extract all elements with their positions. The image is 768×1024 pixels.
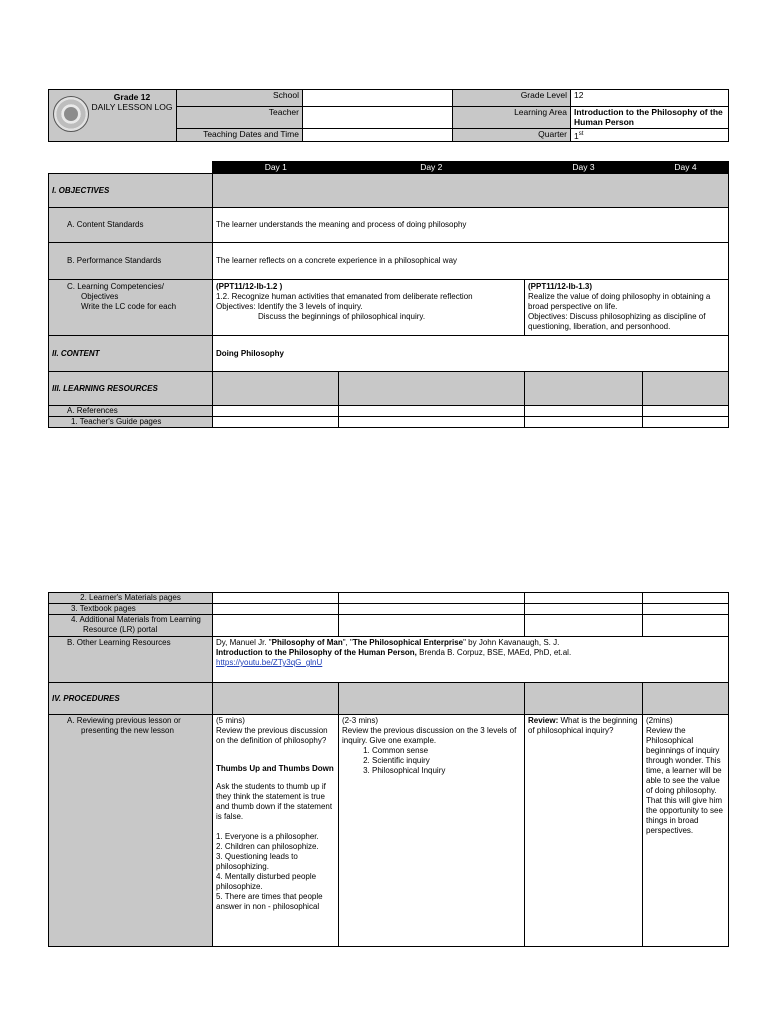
learners-materials-label: 2. Learner's Materials pages [49, 593, 213, 604]
performance-standards-value: The learner reflects on a concrete experience in a philosophical way [213, 243, 729, 280]
learning-area-value: Introduction to the Philosophy of the Human Person [571, 107, 729, 129]
review-day-4: (2mins) Review the Philosophical beginnings of inquiry through wonder. This time, a learner will be able to see the value of doing philosophy. That this will give him the opportunity to see things in broad perspectives. [643, 715, 729, 947]
procedures-heading: IV. PROCEDURES [49, 683, 213, 715]
day-2-header: Day 2 [420, 162, 443, 172]
day-3-header: Day 3 [525, 162, 643, 174]
grade-level-value: 12 [571, 90, 729, 107]
school-logo-cell [49, 90, 177, 142]
teacher-label: Teacher [177, 107, 303, 129]
additional-materials-label: 4. Additional Materials from Learning Resource (LR) portal [49, 615, 213, 637]
learning-area-label: Learning Area [453, 107, 571, 129]
deped-seal-icon [53, 96, 89, 132]
log-title: DAILY LESSON LOG [91, 102, 173, 112]
competencies-label: C. Learning Competencies/ Objectives Write the LC code for each [49, 280, 213, 336]
youtube-link[interactable]: https://youtu.be/ZTy3qG_glnU [216, 658, 323, 667]
day-header-row [49, 162, 729, 174]
content-standards-value: The learner understands the meaning and process of doing philosophy [213, 208, 729, 243]
day-4-header: Day 4 [643, 162, 729, 174]
lesson-table-page-2 [48, 592, 729, 947]
review-day-2: (2-3 mins) Review the previous discussion on the 3 levels of inquiry. Give one example. 1. Common sense 2. Scientific inquiry 3. Philosophical Inquiry [339, 715, 525, 947]
teachers-guide-label: 1. Teacher's Guide pages [49, 417, 213, 428]
objectives-heading: I. OBJECTIVES [49, 174, 213, 208]
references-label: A. References [49, 406, 213, 417]
dates-value [303, 129, 453, 142]
day-1-header: Day 1 [264, 162, 287, 172]
grade-level-label: Grade Level [453, 90, 571, 107]
review-label: A. Reviewing previous lesson or presenting the new lesson [49, 715, 213, 947]
content-standards-label: A. Content Standards [49, 208, 213, 243]
competencies-day-1-2: (PPT11/12-Ib-1.2 ) 1.2. Recognize human activities that emanated from deliberate reflection Objectives: Identify the 3 levels of inquiry. Discuss the beginnings of philosophical inquiry. [213, 280, 525, 336]
performance-standards-label: B. Performance Standards [49, 243, 213, 280]
list-item: 3. Philosophical Inquiry [372, 766, 521, 776]
list-item: 1. Common sense [372, 746, 521, 756]
school-label: School [177, 90, 303, 107]
review-day-3: Review: What is the beginning of philosophical inquiry? [525, 715, 643, 947]
review-day-1: (5 mins) Review the previous discussion on the definition of philosophy? Thumbs Up and Thumbs Down Ask the students to thumb up if they think the statement is true and thumb down if the statement is false. 1. Everyone is a philosopher. 2. Children can philosophize. 3. Questioning leads to philosophizing. 4. Mentally disturbed people philosophize. 5. There are times that people answer in non - philosophical [213, 715, 339, 947]
lesson-table-page-1 [48, 161, 729, 428]
list-item: 2. Scientific inquiry [372, 756, 521, 766]
resources-heading: III. LEARNING RESOURCES [49, 372, 213, 406]
grade-title: Grade 12 [113, 92, 151, 102]
content-heading: II. CONTENT [49, 336, 213, 372]
header-table [48, 89, 729, 142]
quarter-value: 1st [571, 129, 729, 142]
textbook-label: 3. Textbook pages [49, 604, 213, 615]
dates-label: Teaching Dates and Time [177, 129, 303, 142]
quarter-label: Quarter [453, 129, 571, 142]
competencies-day-3-4: (PPT11/12-Ib-1.3) Realize the value of doing philosophy in obtaining a broad perspective on life. Objectives: Discuss philosophizing as discipline of questioning, liberation, and personhood. [525, 280, 729, 336]
other-resources-value: Dy, Manuel Jr. "Philosophy of Man", "The Philosophical Enterprise" by John Kavanaugh, S. J. Introduction to the Philosophy of the Human Person, Brenda B. Corpuz, BSE, MAEd, PhD, et.al. https://youtu.be/ZTy3qG_glnU [213, 637, 729, 683]
content-value: Doing Philosophy [213, 336, 729, 372]
other-resources-label: B. Other Learning Resources [49, 637, 213, 683]
teacher-value [303, 107, 453, 129]
school-value [303, 90, 453, 107]
